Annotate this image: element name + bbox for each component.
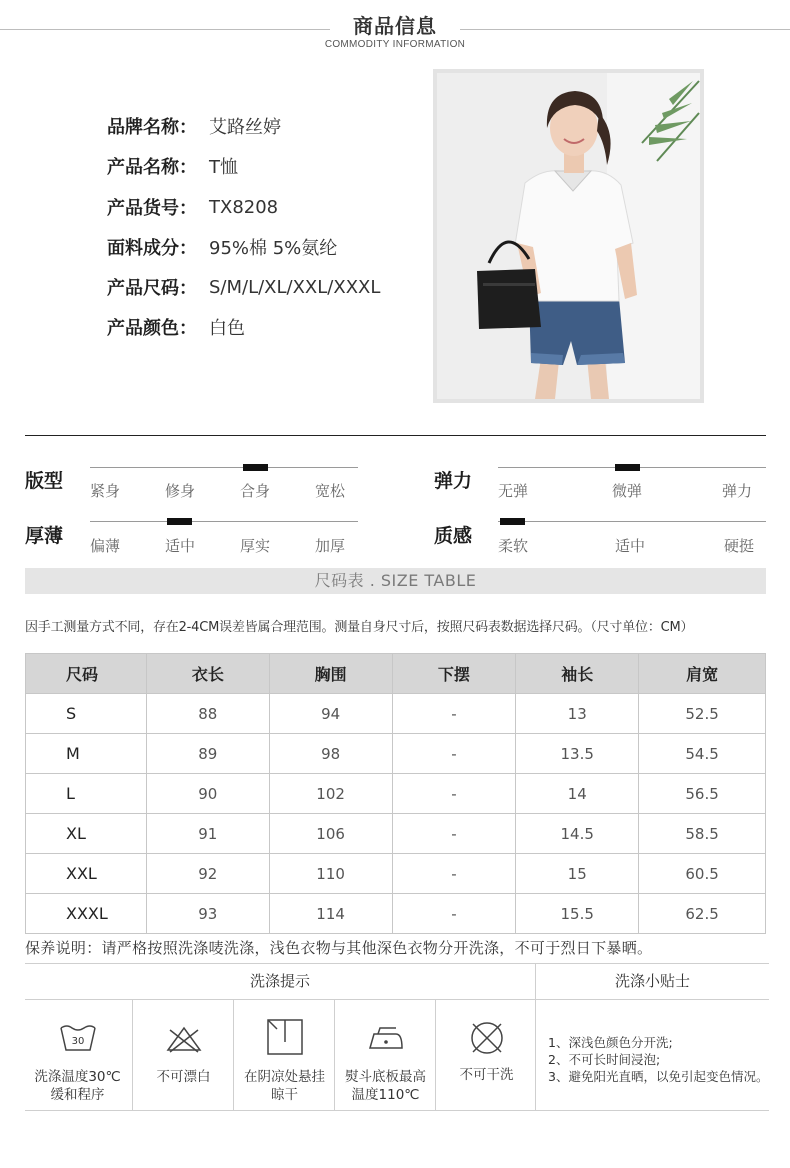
thickness-option: 偏薄 — [90, 537, 121, 555]
info-value: 95%棉 5%氨纶 — [209, 238, 338, 259]
wash-symbol-text: 不可干洗 — [459, 1067, 514, 1083]
table-cell: 52.5 — [639, 694, 766, 734]
info-value: TX8208 — [209, 196, 279, 218]
table-row — [26, 774, 766, 814]
table-cell: 89 — [146, 734, 269, 774]
fit-option: 修身 — [165, 482, 196, 500]
table-cell: - — [392, 854, 516, 894]
table-cell: 114 — [269, 894, 392, 934]
fit-option: 紧身 — [90, 482, 121, 500]
column-header: 衣长 — [146, 654, 269, 694]
table-cell: 62.5 — [639, 894, 766, 934]
wash-advice-heading: 洗涤小贴士 — [614, 972, 690, 990]
product-photo — [433, 69, 704, 403]
table-cell: L — [26, 774, 147, 814]
table-row — [26, 734, 766, 774]
table-cell: - — [392, 734, 516, 774]
column-header: 肩宽 — [639, 654, 766, 694]
wash-symbol-text: 熨斗底板最高 温度110℃ — [345, 1069, 426, 1103]
section-subtitle: COMMODITY INFORMATION — [324, 39, 466, 50]
table-cell: XXXL — [26, 894, 147, 934]
info-value: 艾路丝婷 — [209, 117, 281, 138]
wash-symbol-text: 不可漂白 — [156, 1069, 211, 1085]
table-cell: XXL — [26, 854, 147, 894]
fit-option: 合身 — [240, 482, 271, 500]
wash-tips-heading: 洗涤提示 — [249, 972, 310, 990]
column-header: 下摆 — [392, 654, 516, 694]
elasticity-option: 无弹 — [498, 482, 529, 500]
info-value: S/M/L/XL/XXL/XXXL — [209, 276, 381, 298]
attr-label-fit: 版型 — [25, 470, 64, 492]
iron-low-icon — [366, 1022, 406, 1054]
info-label: 产品颜色： — [107, 318, 197, 339]
column-header: 袖长 — [516, 654, 639, 694]
table-cell: 92 — [146, 854, 269, 894]
info-row-brand — [107, 111, 281, 141]
tip-item: 2、不可长时间浸泡; — [548, 1052, 661, 1067]
table-cell: 93 — [146, 894, 269, 934]
table-cell: - — [392, 814, 516, 854]
table-cell: 88 — [146, 694, 269, 734]
info-label: 品牌名称： — [107, 117, 197, 138]
elasticity-option: 微弹 — [612, 482, 643, 500]
info-row-name — [107, 151, 238, 181]
tip-item: 3、避免阳光直晒，以免引起变色情况。 — [548, 1069, 769, 1084]
column-header: 尺码 — [26, 654, 147, 694]
table-header-row — [26, 654, 766, 694]
info-row-fabric — [107, 232, 337, 262]
info-row-color — [107, 312, 245, 342]
table-row — [26, 814, 766, 854]
table-cell: 15.5 — [516, 894, 639, 934]
info-label: 产品尺码： — [107, 278, 197, 299]
wash-symbol-cell — [335, 1000, 436, 1110]
table-cell: 102 — [269, 774, 392, 814]
wash-symbol-cell — [234, 1000, 335, 1110]
info-value: 白色 — [209, 318, 245, 339]
table-cell: 90 — [146, 774, 269, 814]
table-cell: 58.5 — [639, 814, 766, 854]
size-table-heading: 尺码表 . SIZE TABLE — [25, 568, 766, 594]
thickness-option: 加厚 — [315, 537, 346, 555]
line-dry-shade-icon — [265, 1018, 305, 1056]
scale-line-texture — [498, 521, 766, 522]
table-cell: 13 — [516, 694, 639, 734]
wash-symbol-text: 在阴凉处悬挂 晾干 — [244, 1069, 325, 1103]
table-cell: 56.5 — [639, 774, 766, 814]
table-row — [26, 894, 766, 934]
no-dry-clean-icon — [467, 1020, 507, 1056]
table-cell: XL — [26, 814, 147, 854]
thickness-option: 厚实 — [240, 537, 271, 555]
wash-30-icon — [58, 1022, 98, 1054]
wash-symbol-text: 洗涤温度30℃ 缓和程序 — [34, 1069, 121, 1103]
wash-symbol-cell — [27, 1000, 128, 1110]
tip-item: 1、深浅色颜色分开洗; — [548, 1035, 673, 1050]
elasticity-option: 弹力 — [722, 482, 753, 500]
table-cell: 14 — [516, 774, 639, 814]
texture-option: 柔软 — [498, 537, 529, 555]
scale-marker-thickness — [167, 518, 192, 525]
info-label: 产品名称： — [107, 157, 197, 178]
table-cell: 94 — [269, 694, 392, 734]
table-cell: - — [392, 894, 516, 934]
scale-marker-elasticity — [615, 464, 640, 471]
wash-symbol-cell — [133, 1000, 234, 1110]
table-cell: 15 — [516, 854, 639, 894]
measurement-note: 因手工测量方式不同，存在2-4CM误差皆属合理范围。测量自身尺寸后，按照尺码表数据选择尺码。（尺寸单位：CM） — [25, 620, 694, 635]
table-cell: - — [392, 694, 516, 734]
table-cell: S — [26, 694, 147, 734]
wash-tips-list — [548, 1034, 768, 1085]
attr-label-texture: 质感 — [434, 525, 473, 547]
scale-line-fit — [90, 467, 358, 468]
table-cell: 13.5 — [516, 734, 639, 774]
scale-line-thickness — [90, 521, 358, 522]
table-cell: 14.5 — [516, 814, 639, 854]
attr-label-thickness: 厚薄 — [25, 525, 64, 547]
texture-option: 适中 — [615, 537, 646, 555]
info-row-sku — [107, 192, 278, 222]
attr-label-elasticity: 弹力 — [434, 470, 473, 492]
table-cell: 91 — [146, 814, 269, 854]
size-table — [25, 653, 766, 934]
scale-marker-fit — [243, 464, 268, 471]
table-cell: - — [392, 774, 516, 814]
scale-marker-texture — [500, 518, 525, 525]
no-bleach-icon — [164, 1022, 204, 1054]
thickness-option: 适中 — [165, 537, 196, 555]
wash-symbol-cell — [436, 1000, 537, 1110]
table-row — [26, 854, 766, 894]
info-label: 面料成分： — [107, 238, 197, 259]
table-row — [26, 694, 766, 734]
fit-option: 宽松 — [315, 482, 346, 500]
table-cell: M — [26, 734, 147, 774]
info-row-sizes — [107, 272, 380, 302]
table-cell: 54.5 — [639, 734, 766, 774]
info-value: T恤 — [209, 157, 238, 178]
care-instructions: 保养说明：请严格按照洗涤唛洗涤，浅色衣物与其他深色衣物分开洗涤，不可于烈日下暴晒。 — [25, 939, 653, 957]
texture-option: 硬挺 — [724, 537, 755, 555]
svg-text:30: 30 — [71, 1036, 84, 1047]
section-title: 商品信息 — [353, 14, 437, 38]
table-cell: 106 — [269, 814, 392, 854]
divider — [25, 435, 766, 436]
table-cell: 98 — [269, 734, 392, 774]
column-header: 胸围 — [269, 654, 392, 694]
table-cell: 60.5 — [639, 854, 766, 894]
table-cell: 110 — [269, 854, 392, 894]
info-label: 产品货号： — [107, 198, 197, 219]
